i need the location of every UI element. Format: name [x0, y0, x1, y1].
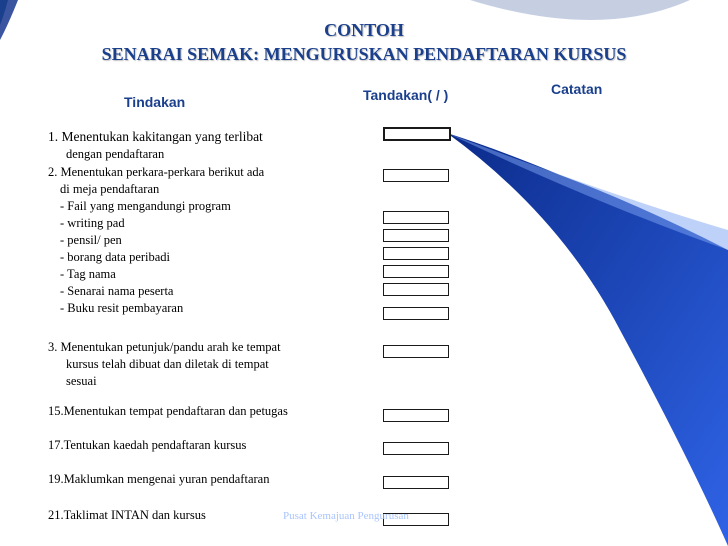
item-3-line-2: kursus telah dibuat dan diletak di tempat — [66, 357, 269, 371]
header-tindakan: Tindakan — [124, 94, 186, 110]
checkbox-item-2-sub-5[interactable] — [383, 283, 449, 296]
item-17: 17.Tentukan kaedah pendaftaran kursus — [48, 438, 247, 452]
checkbox-item-19[interactable] — [383, 476, 449, 489]
footer-text: Pusat Kemajuan Pengurusan — [283, 510, 409, 522]
checkbox-item-3[interactable] — [383, 345, 449, 358]
item-2-sub-6: - Senarai nama peserta — [60, 284, 174, 298]
item-2-sub-4: - borang data peribadi — [60, 250, 171, 264]
checkbox-item-2-sub-6[interactable] — [383, 307, 449, 320]
checkbox-item-15[interactable] — [383, 409, 449, 422]
item-2-sub-2: - writing pad — [60, 216, 125, 230]
checkbox-item-17[interactable] — [383, 442, 449, 455]
title-line-1: CONTOH — [324, 20, 404, 40]
checkbox-item-2-sub-1[interactable] — [383, 211, 449, 224]
item-15: 15.Menentukan tempat pendaftaran dan petugas — [48, 404, 288, 418]
item-21: 21.Taklimat INTAN dan kursus — [48, 508, 206, 522]
item-2-sub-7: - Buku resit pembayaran — [60, 301, 184, 315]
item-1-line-2: dengan pendaftaran — [66, 147, 165, 161]
item-2-line-1: 2. Menentukan perkara-perkara berikut ada — [48, 165, 265, 179]
item-2-sub-3: - pensil/ pen — [60, 233, 122, 247]
item-1-line-1: 1. Menentukan kakitangan yang terlibat — [48, 129, 263, 144]
title-line-2: SENARAI SEMAK: MENGURUSKAN PENDAFTARAN KURSUS — [101, 44, 627, 64]
checkbox-item-1[interactable] — [383, 127, 451, 141]
checkbox-item-2-sub-2[interactable] — [383, 229, 449, 242]
item-2-line-2: di meja pendaftaran — [60, 182, 160, 196]
item-3-line-3: sesuai — [66, 374, 97, 388]
item-19: 19.Maklumkan mengenai yuran pendaftaran — [48, 472, 270, 486]
checkbox-item-2-sub-4[interactable] — [383, 265, 449, 278]
checkbox-item-2-sub-3[interactable] — [383, 247, 449, 260]
item-2-sub-1: - Fail yang mengandungi program — [60, 199, 231, 213]
item-2-sub-5: - Tag nama — [60, 267, 116, 281]
header-catatan: Catatan — [551, 81, 603, 97]
item-3-line-1: 3. Menentukan petunjuk/pandu arah ke tempat — [48, 340, 281, 354]
checkbox-item-2[interactable] — [383, 169, 449, 182]
header-tandakan: Tandakan( / ) — [363, 87, 449, 103]
